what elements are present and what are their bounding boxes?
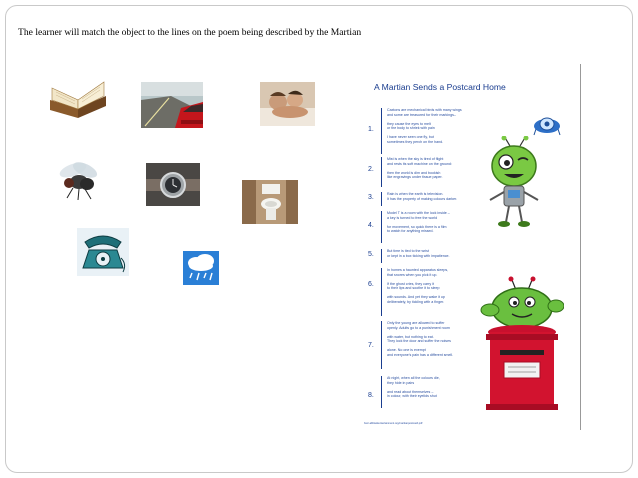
stanza-lines xyxy=(387,157,497,180)
sleeping-couple-image xyxy=(260,82,315,126)
poem-line: or the body to shriek with pain xyxy=(387,126,435,131)
poem-line: They lock the door and suffer the noises xyxy=(387,339,451,344)
stanza-1 xyxy=(368,108,488,154)
stanza-bar xyxy=(381,249,382,263)
poem-title: A Martian Sends a Postcard Home xyxy=(374,82,506,92)
stanza-bar xyxy=(381,192,382,206)
poem-line: they cause the eyes to melt xyxy=(387,121,431,126)
postbox-alien-illustration xyxy=(478,276,564,417)
stanza-number: 6. xyxy=(368,281,374,288)
poem-line: Rain is when the earth is television. xyxy=(387,192,444,196)
poem-line: Model T is a room with the lock inside – xyxy=(387,211,450,215)
stanza-bar xyxy=(381,376,382,408)
car-image xyxy=(141,82,203,128)
book-image xyxy=(48,78,108,120)
stanza-6 xyxy=(368,268,488,316)
stanza-number: 1. xyxy=(368,126,374,133)
stanza-3 xyxy=(368,192,488,206)
stanza-number: 8. xyxy=(368,392,374,399)
poem-line: and read about themselves – xyxy=(387,389,434,394)
poem-line: deliberately, by tickling with a finger. xyxy=(387,299,445,304)
poem-line: to watch for anything missed. xyxy=(387,229,434,234)
stanza-number: 7. xyxy=(368,342,374,349)
poem-line: for movement, so quick there is a film xyxy=(387,224,447,229)
stanza-5 xyxy=(368,249,488,263)
stanza-lines xyxy=(387,108,497,145)
toilet-image xyxy=(242,180,298,224)
poem-line: Mist is when the sky is tired of flight xyxy=(387,157,444,161)
poem-line: It has the property of making colours darker. xyxy=(387,196,458,201)
poem-line: like engravings under tissue paper. xyxy=(387,175,443,180)
poem-line: a key is turned to free the world xyxy=(387,215,438,220)
stanza-number: 3. xyxy=(368,194,374,201)
poem-line: and some are treasured for their markings– xyxy=(387,112,456,117)
poem-line: with sounds. And yet they wake it up xyxy=(387,295,445,300)
poem-line: sometimes they perch on the hand. xyxy=(387,139,444,144)
wristwatch-image xyxy=(146,163,200,206)
stanza-number: 5. xyxy=(368,251,374,258)
poem-line: I have never seen one fly, but xyxy=(387,135,434,140)
fly-image xyxy=(53,158,101,202)
poem-line: and everyone's pain has a different smell. xyxy=(387,352,454,357)
poem-line: In homes a haunted apparatus sleeps, xyxy=(387,268,449,272)
poem-line: At night, when all the colours die, xyxy=(387,376,440,380)
poem-line: to their lips and soothe it to sleep xyxy=(387,286,440,291)
telephone-image xyxy=(77,228,129,276)
poem-line: or kept in a box ticking with impatience. xyxy=(387,253,450,258)
stanza-bar xyxy=(381,268,382,316)
poem-panel xyxy=(362,64,581,430)
stanza-2 xyxy=(368,157,488,187)
stanza-lines xyxy=(387,249,497,259)
stanza-bar xyxy=(381,211,382,243)
poem-line: in colour, with their eyelids shut xyxy=(387,394,437,399)
poem-line: Only the young are allowed to suffer xyxy=(387,321,445,325)
stanza-bar xyxy=(381,157,382,187)
robot-martian-illustration xyxy=(482,136,546,233)
stanza-bar xyxy=(381,321,382,369)
stanza-number: 4. xyxy=(368,222,374,229)
poem-line: alone. No one is exempt xyxy=(387,348,426,353)
poem-line: But time is tied to the wrist xyxy=(387,249,429,253)
poem-line: with water, but nothing to eat. xyxy=(387,334,434,339)
poem-line: that snores when you pick it up. xyxy=(387,272,438,277)
poem-line: If the ghost cries, they carry it xyxy=(387,281,434,286)
instruction-text: The learner will match the object to the lines on the poem being described by the Martian xyxy=(18,27,362,38)
rain-cloud-image xyxy=(183,251,219,285)
stanza-number: 2. xyxy=(368,166,374,173)
poem-line: openly. Adults go to a punishment room xyxy=(387,325,450,330)
stanza-8 xyxy=(368,376,488,408)
poem-line: and rests its soft machine on the ground: xyxy=(387,161,452,166)
stanza-lines xyxy=(387,192,497,202)
source-url: bsrc.altblackentertainment.org/martianpostcard.pdf xyxy=(364,422,423,425)
poem-line: they hide in pairs xyxy=(387,380,415,385)
stanza-lines xyxy=(387,211,497,234)
stanza-4 xyxy=(368,211,488,243)
stanza-bar xyxy=(381,108,382,154)
poem-line: Caxtons are mechanical birds with many wings xyxy=(387,108,462,112)
poem-line: then the world is dim and bookish xyxy=(387,170,441,175)
stanza-7 xyxy=(368,321,488,369)
